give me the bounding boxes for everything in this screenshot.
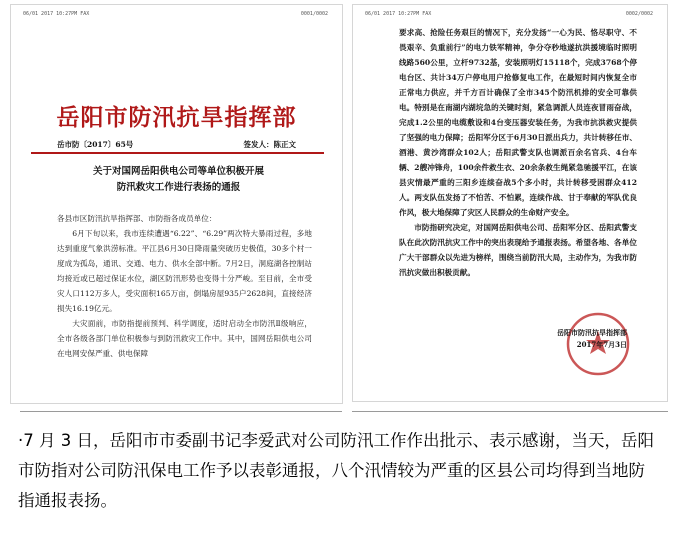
doc-title-line-2: 防汛救灾工作进行表扬的通报: [116, 182, 241, 193]
notice-page-1: [10, 4, 343, 404]
red-rule: [31, 152, 324, 154]
fax-header-left: 06/01 2017 10:27PM FAX: [365, 11, 432, 17]
signature-date: 2017年7月3日: [576, 340, 627, 349]
org-title: 岳阳市防汛抗旱指挥部: [56, 104, 297, 131]
page-2-body: [399, 25, 637, 280]
signature-org: 岳阳市防汛抗旱指挥部: [557, 328, 627, 337]
doc-title-line-1: 关于对国网岳阳供电公司等单位积极开展: [92, 166, 264, 177]
fax-header-right: 0002/0002: [625, 11, 653, 17]
fax-header-right: 0001/0002: [300, 11, 328, 17]
notice-page-2: [352, 4, 668, 402]
signer: 签发人：陈正文: [243, 140, 296, 149]
body-paragraph-1: 6月下旬以来，我市连续遭遇“6.22”、“6.29”两次特大暴雨过程，多地达到重度气象洪涝标准。平江县6月30日降雨量突破历史极值，30多个村一度成为孤岛，通讯、交通、电力、供水全部中断。7月2日，洞庭湖各控制站均接近或已超过保证水位，湖区防汛形势也变得十分严峻。至目前，全市受灾人口112万多人，受灾面积165万亩，倒塌房屋935户2628间，直接经济损失16.19亿元。: [57, 229, 312, 313]
signature-block: [557, 327, 627, 351]
doc-number-row: [31, 139, 322, 150]
doc-title: [51, 164, 306, 196]
caption-divider-left: [20, 411, 342, 412]
fax-header-left: 06/01 2017 10:27PM FAX: [23, 11, 90, 17]
salutation: 各县市区防汛抗旱指挥部、市防指各成员单位：: [57, 214, 217, 223]
body-paragraph-4: 市防指研究决定，对国网岳阳供电公司、岳阳军分区、岳阳武警支队在此次防汛抗灾工作中的突出表现给予通报表扬。希望各地、各单位广大干部群众以先进为榜样，围绕当前防汛大局，主动作为，为我市防汛抗灾做出积极贡献。: [399, 223, 637, 277]
doc-number: 岳市防〔2017〕65号: [57, 140, 134, 149]
caption-text: ·7 月 3 日，岳阳市市委副书记李爱武对公司防汛工作作出批示、表示感谢，当天，岳阳市防指对公司防汛保电工作予以表彰通报，八个汛情较为严重的区县公司均得到当地防指通报表扬。: [18, 431, 654, 510]
body-paragraph-3: 要求高、抢险任务艰巨的情况下，充分发扬“一心为民、恪尽职守、不畏艰辛、负重前行”的电力铁军精神，争分夺秒地遂抗洪援境临时照明线路560公里，立杆9732基，安装照明灯15118个，完成3768个停电台区、共计34万户停电用户抢修复电工作，在最短时间内恢复全市正常电力供应，并千方百计确保了全市345个防汛机排的安全可靠供电。特别是在南湖内湖垸急的关键时刻，紧急调派人员连夜冒雨奋战，完成1.2公里的电缆敷设和4台变压器安装任务，为我市抗洪救灾提供了坚强的电力保障；岳阳军分区于6月30日派出兵力，共计转移任市、酒港、黄沙湾群众102人；岳阳武警支队也调派百余名官兵、4台车辆、2艘冲锋舟，100余件救生衣、20余条救生绳紧急驰援平江，在该县灾情最严重的三阳乡连续奋战5个多小时，共计转移受困群众412人。两支队伍发扬了不怕苦、不怕累，连续作战、甘于奉献的军队优良作风，极大地保障了灾区人民群众的生命财产安全。: [399, 28, 637, 217]
caption-divider-right: [352, 411, 668, 412]
body-paragraph-2: 大灾面前，市防指提前预判、科学调度，适时启动全市防汛Ⅱ级响应，全市各级各部门单位积极参与到防汛救灾工作中。其中，国网岳阳供电公司在电网安保严重、供电保障: [57, 319, 312, 358]
page-1-body: [57, 211, 312, 361]
